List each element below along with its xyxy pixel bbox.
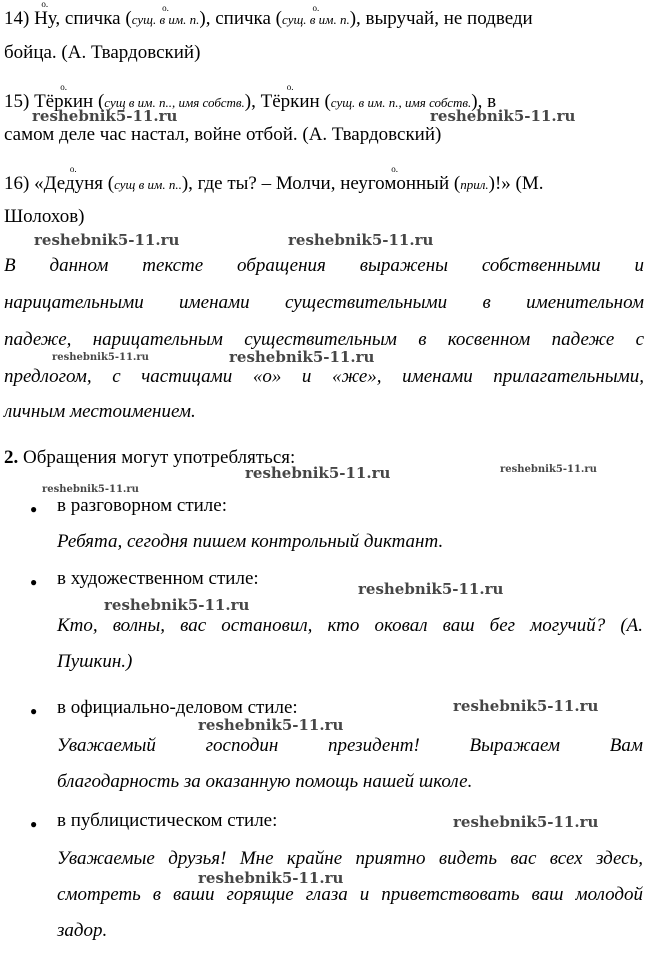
conclusion-line: предлогом, с частицами «о» и «же», именами прилагательными, [4, 366, 644, 387]
watermark: reshebnik5-11.ru [430, 107, 576, 125]
conclusion-line: В данном тексте обращения выражены собственными и [4, 255, 644, 276]
section-2-heading: 2. Обращения могут употребляться: [4, 447, 296, 468]
watermark: reshebnik5-11.ru [52, 352, 149, 363]
style-label: в официально-деловом стиле: [57, 697, 298, 718]
watermark: reshebnik5-11.ru [229, 348, 375, 366]
grammar-note: прил. [460, 177, 489, 192]
style-example: Ребята, сегодня пишем контрольный диктант. [57, 531, 444, 552]
conclusion-line: падеже, нарицательным существительным в косвенном падеже с [4, 329, 644, 350]
conclusion-line: нарицательными именами существительными в именительном [4, 292, 644, 313]
watermark: reshebnik5-11.ru [34, 231, 180, 249]
style-label: в публицистическом стиле: [57, 810, 278, 831]
watermark: reshebnik5-11.ru [245, 464, 391, 482]
watermark: reshebnik5-11.ru [198, 716, 344, 734]
address-word: o. Ну [34, 8, 55, 29]
item-15-line-1: 15) o. Тёркин (сущ в им. п.., имя собств.), o. Тёркин (сущ. в им. п., имя собств.), в [4, 91, 496, 114]
watermark: reshebnik5-11.ru [104, 596, 250, 614]
item-16-line-1: 16) «o. Дедуня (сущ в им. п..), где ты? – Молчи, o. неугомонный (прил.)!» (М. [4, 173, 544, 196]
style-example: Уважаемый господин президент! Выражаем Вам [57, 735, 643, 756]
watermark: reshebnik5-11.ru [42, 484, 139, 495]
item-15-line-2: самом деле час настал, войне отбой. (А. Твардовский) [4, 124, 442, 145]
section-number: 2. [4, 447, 19, 468]
watermark: reshebnik5-11.ru [198, 869, 344, 887]
conclusion-line: личным местоимением. [4, 401, 196, 422]
style-label: в художественном стиле: [57, 568, 259, 589]
watermark: reshebnik5-11.ru [453, 813, 599, 831]
style-example: Пушкин.) [57, 651, 133, 672]
style-example: благодарность за оказанную помощь нашей школе. [57, 771, 473, 792]
watermark: reshebnik5-11.ru [453, 697, 599, 715]
item-14-line-1: 14) o. Ну, спичка (o. сущ. в им. п.), спичка (o. сущ. в им. п.), выручай, не подведи [4, 8, 533, 31]
style-example: смотреть в ваши горящие глаза и приветствовать ваш молодой [57, 884, 643, 905]
grammar-note: сущ в им. п.., имя собств. [104, 95, 245, 110]
grammar-note: сущ в им. п.. [114, 177, 182, 192]
bullet-icon: ● [30, 502, 38, 516]
address-word: o. Тёркин [34, 91, 93, 112]
grammar-note: сущ. в им. п., имя собств. [330, 95, 472, 110]
bullet-icon: ● [30, 704, 38, 718]
bullet-icon: ● [30, 575, 38, 589]
grammar-note: o. сущ. в им. п. [282, 12, 350, 27]
style-example: Кто, волны, вас остановил, кто оковал ваш бег могучий? (А. [57, 615, 643, 636]
bullet-icon: ● [30, 817, 38, 831]
watermark: reshebnik5-11.ru [288, 231, 434, 249]
address-word: o. Тёркин [261, 91, 320, 112]
style-example: Уважаемые друзья! Мне крайне приятно видеть вас всех здесь, [57, 848, 643, 869]
watermark: reshebnik5-11.ru [500, 464, 597, 475]
style-label: в разговорном стиле: [57, 495, 227, 516]
style-example: задор. [57, 920, 108, 941]
address-word: o. Дедуня [44, 173, 103, 194]
grammar-note: o. сущ. в им. п. [132, 12, 200, 27]
address-word: o. неугомонный [340, 173, 449, 194]
item-14-line-2: бойца. (А. Твардовский) [4, 42, 201, 63]
item-16-line-2: Шолохов) [4, 206, 85, 227]
watermark: reshebnik5-11.ru [358, 580, 504, 598]
watermark: reshebnik5-11.ru [32, 107, 178, 125]
